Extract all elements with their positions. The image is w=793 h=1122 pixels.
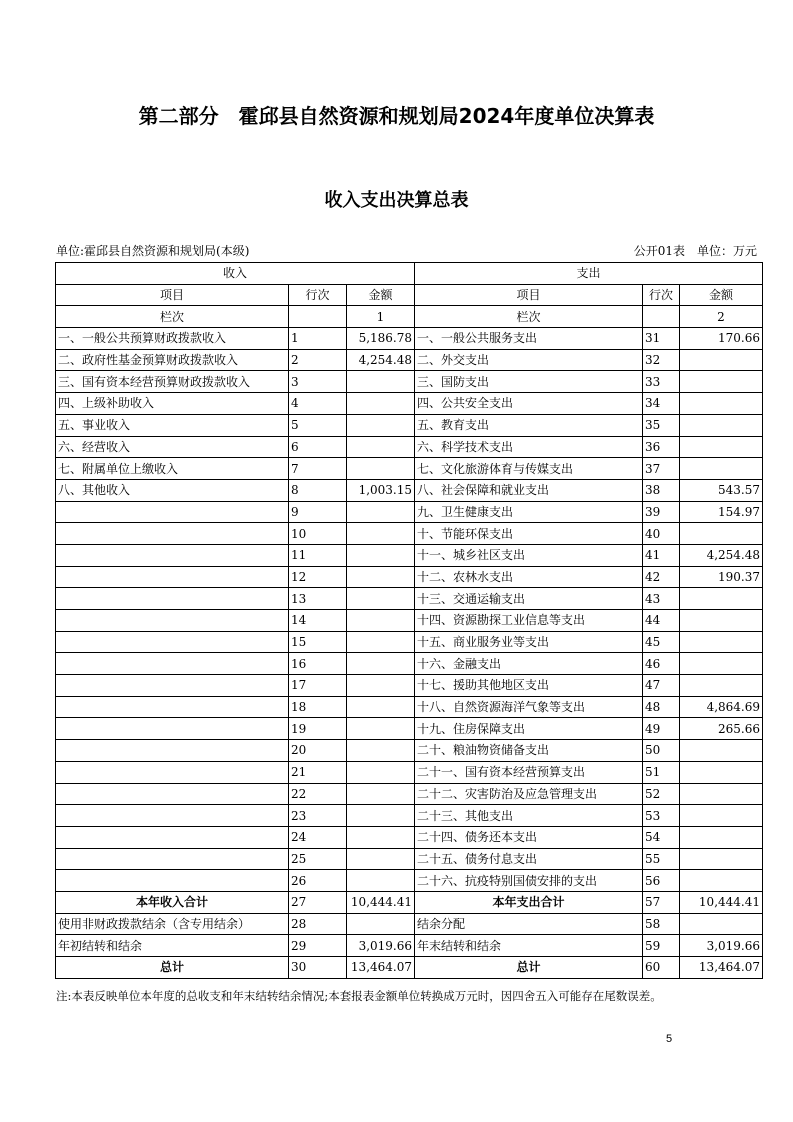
expense-col-number: 2: [680, 306, 763, 328]
expense-row-no: 44: [643, 610, 680, 632]
expense-row-no: 36: [643, 436, 680, 458]
unit-label: 单位:霍邱县自然资源和规划局(本级): [56, 244, 250, 258]
summary-income-item: 年初结转和结余: [56, 935, 289, 957]
page-number: 5: [666, 1033, 673, 1045]
income-row-no: 1: [289, 328, 347, 350]
summary-income-item: 总计: [56, 957, 289, 979]
income-item: [56, 544, 289, 566]
income-item: [56, 826, 289, 848]
expense-item: 三、国防支出: [415, 371, 643, 393]
expense-row-no: 32: [643, 349, 680, 371]
table-row: [56, 675, 763, 697]
expense-amount: 265.66: [680, 718, 763, 740]
expense-row-no: 56: [643, 870, 680, 892]
summary-income-amount: [347, 913, 415, 935]
expense-row-no: 39: [643, 501, 680, 523]
expense-row-no: 46: [643, 653, 680, 675]
income-amount: [347, 718, 415, 740]
table-row: [56, 805, 763, 827]
expense-amount: 170.66: [680, 328, 763, 350]
expense-row-no: 47: [643, 675, 680, 697]
header-row-section: [56, 263, 763, 285]
table-row: [56, 718, 763, 740]
income-row-no: 6: [289, 436, 347, 458]
table-row: [56, 761, 763, 783]
income-amount: [347, 870, 415, 892]
income-item: [56, 675, 289, 697]
income-row-no: 12: [289, 566, 347, 588]
table-row: [56, 653, 763, 675]
income-item: [56, 870, 289, 892]
income-row-no: 20: [289, 740, 347, 762]
expense-amount: [680, 610, 763, 632]
expense-row-no: 33: [643, 371, 680, 393]
income-amount: [347, 588, 415, 610]
table-row: [56, 371, 763, 393]
summary-expense-row-no: 60: [643, 957, 680, 979]
income-item-header: 项目: [56, 284, 289, 306]
expense-item: 十一、城乡社区支出: [415, 544, 643, 566]
income-item: [56, 653, 289, 675]
summary-expense-row-no: 58: [643, 913, 680, 935]
summary-income-item: 本年收入合计: [56, 891, 289, 913]
expense-amount: [680, 870, 763, 892]
expense-item: 十、节能环保支出: [415, 523, 643, 545]
expense-item: 二十四、债务还本支出: [415, 826, 643, 848]
expense-item: 五、教育支出: [415, 414, 643, 436]
income-item: [56, 805, 289, 827]
income-amount: [347, 675, 415, 697]
expense-amount: [680, 805, 763, 827]
table-row: [56, 870, 763, 892]
expense-amount: [680, 826, 763, 848]
expense-item: 十六、金融支出: [415, 653, 643, 675]
expense-header: 支出: [415, 263, 763, 285]
income-amount: [347, 805, 415, 827]
income-col-number: 1: [347, 306, 415, 328]
summary-expense-amount: 13,464.07: [680, 957, 763, 979]
income-item: 七、附属单位上缴收入: [56, 458, 289, 480]
income-item: 三、国有资本经营预算财政拨款收入: [56, 371, 289, 393]
income-row-no: 25: [289, 848, 347, 870]
summary-expense-item: 年末结转和结余: [415, 935, 643, 957]
income-amount: [347, 740, 415, 762]
expense-item: 二十二、灾害防治及应急管理支出: [415, 783, 643, 805]
expense-amount: 4,864.69: [680, 696, 763, 718]
income-amount: [347, 436, 415, 458]
income-amount: [347, 458, 415, 480]
expense-item: 八、社会保障和就业支出: [415, 479, 643, 501]
expense-item: 九、卫生健康支出: [415, 501, 643, 523]
income-expense-table: [55, 262, 763, 979]
expense-amount: [680, 436, 763, 458]
income-amount: 5,186.78: [347, 328, 415, 350]
expense-item: 四、公共安全支出: [415, 393, 643, 415]
income-amount: [347, 631, 415, 653]
expense-amount: [680, 653, 763, 675]
summary-row: [56, 913, 763, 935]
expense-amount: [680, 740, 763, 762]
income-row-no: 10: [289, 523, 347, 545]
expense-item: 十九、住房保障支出: [415, 718, 643, 740]
income-row-no: 14: [289, 610, 347, 632]
expense-amount: [680, 761, 763, 783]
income-item: 四、上级补助收入: [56, 393, 289, 415]
expense-amount: 543.57: [680, 479, 763, 501]
income-row-no: 26: [289, 870, 347, 892]
income-item: [56, 696, 289, 718]
expense-amount: [680, 349, 763, 371]
income-header: 收入: [56, 263, 415, 285]
income-row-no: 17: [289, 675, 347, 697]
summary-expense-item: 结余分配: [415, 913, 643, 935]
expense-row-no: 55: [643, 848, 680, 870]
expense-row-no: 35: [643, 414, 680, 436]
expense-item: 十三、交通运输支出: [415, 588, 643, 610]
footnote: 注:本表反映单位本年度的总收支和年末结转结余情况;本套报表金额单位转换成万元时，因四舍五入可能存在尾数误差。: [56, 989, 662, 1003]
header-row-columns: [56, 284, 763, 306]
summary-income-row-no: 29: [289, 935, 347, 957]
expense-amount: [680, 675, 763, 697]
table-row: [56, 328, 763, 350]
summary-income-amount: 10,444.41: [347, 891, 415, 913]
expense-row-no: 31: [643, 328, 680, 350]
summary-row: [56, 935, 763, 957]
expense-amount: 190.37: [680, 566, 763, 588]
expense-item: 二十一、国有资本经营预算支出: [415, 761, 643, 783]
income-row-no: 3: [289, 371, 347, 393]
table-row: [56, 610, 763, 632]
expense-row-no: 50: [643, 740, 680, 762]
income-row-no: 22: [289, 783, 347, 805]
income-row-no: 9: [289, 501, 347, 523]
income-amount: [347, 544, 415, 566]
expense-rowno-header: 行次: [643, 284, 680, 306]
income-row-no: 18: [289, 696, 347, 718]
summary-expense-item: 总计: [415, 957, 643, 979]
table-row: [56, 414, 763, 436]
income-item: 六、经营收入: [56, 436, 289, 458]
table-row: [56, 696, 763, 718]
income-row-no: 13: [289, 588, 347, 610]
income-row-no: 5: [289, 414, 347, 436]
income-amount: [347, 393, 415, 415]
expense-item: 二、外交支出: [415, 349, 643, 371]
income-item: [56, 631, 289, 653]
header-row-colno: [56, 306, 763, 328]
income-amount: 4,254.48: [347, 349, 415, 371]
summary-income-row-no: 27: [289, 891, 347, 913]
table-row: [56, 566, 763, 588]
summary-income-item: 使用非财政拨款结余（含专用结余）: [56, 913, 289, 935]
expense-row-no: 38: [643, 479, 680, 501]
table-row: [56, 479, 763, 501]
expense-item: 十七、援助其他地区支出: [415, 675, 643, 697]
expense-amount: [680, 371, 763, 393]
income-col-label: 栏次: [56, 306, 289, 328]
summary-income-amount: 3,019.66: [347, 935, 415, 957]
expense-amount: [680, 588, 763, 610]
expense-col-label: 栏次: [415, 306, 643, 328]
expense-amount: [680, 458, 763, 480]
summary-row: [56, 957, 763, 979]
income-item: 二、政府性基金预算财政拨款收入: [56, 349, 289, 371]
expense-row-no: 48: [643, 696, 680, 718]
expense-item-header: 项目: [415, 284, 643, 306]
expense-item: 二十三、其他支出: [415, 805, 643, 827]
expense-amount: 4,254.48: [680, 544, 763, 566]
income-item: 八、其他收入: [56, 479, 289, 501]
summary-expense-amount: 10,444.41: [680, 891, 763, 913]
expense-amount: [680, 523, 763, 545]
expense-amount-header: 金额: [680, 284, 763, 306]
expense-row-no: 51: [643, 761, 680, 783]
table-row: [56, 349, 763, 371]
expense-row-no: 41: [643, 544, 680, 566]
expense-item: 二十六、抗疫特别国债安排的支出: [415, 870, 643, 892]
income-item: 一、一般公共预算财政拨款收入: [56, 328, 289, 350]
expense-row-no: 37: [643, 458, 680, 480]
income-item: [56, 501, 289, 523]
form-label: 公开01表 单位：万元: [633, 244, 757, 258]
expense-row-no: 43: [643, 588, 680, 610]
income-row-no: 2: [289, 349, 347, 371]
expense-item: 二十、粮油物资储备支出: [415, 740, 643, 762]
income-amount: [347, 501, 415, 523]
income-amount: [347, 523, 415, 545]
expense-row-no: 49: [643, 718, 680, 740]
table-row: [56, 588, 763, 610]
income-amount: [347, 414, 415, 436]
expense-row-no: 45: [643, 631, 680, 653]
income-amount: [347, 653, 415, 675]
income-item: 五、事业收入: [56, 414, 289, 436]
summary-row: [56, 891, 763, 913]
table-row: [56, 436, 763, 458]
table-title: 收入支出决算总表: [324, 190, 469, 211]
income-item: [56, 761, 289, 783]
summary-expense-amount: 3,019.66: [680, 935, 763, 957]
summary-expense-row-no: 57: [643, 891, 680, 913]
expense-col-blank: [643, 306, 680, 328]
summary-income-row-no: 30: [289, 957, 347, 979]
income-row-no: 23: [289, 805, 347, 827]
table-row: [56, 501, 763, 523]
expense-item: 七、文化旅游体育与传媒支出: [415, 458, 643, 480]
expense-amount: [680, 414, 763, 436]
income-amount-header: 金额: [347, 284, 415, 306]
expense-row-no: 34: [643, 393, 680, 415]
income-row-no: 16: [289, 653, 347, 675]
income-row-no: 19: [289, 718, 347, 740]
income-amount: 1,003.15: [347, 479, 415, 501]
part-title: 第二部分 霍邱县自然资源和规划局2024年度单位决算表: [138, 104, 655, 128]
income-amount: [347, 783, 415, 805]
income-col-blank: [289, 306, 347, 328]
summary-expense-item: 本年支出合计: [415, 891, 643, 913]
income-row-no: 11: [289, 544, 347, 566]
income-row-no: 21: [289, 761, 347, 783]
expense-amount: [680, 783, 763, 805]
income-amount: [347, 761, 415, 783]
income-amount: [347, 610, 415, 632]
income-amount: [347, 566, 415, 588]
income-amount: [347, 826, 415, 848]
income-row-no: 7: [289, 458, 347, 480]
expense-item: 十二、农林水支出: [415, 566, 643, 588]
income-row-no: 15: [289, 631, 347, 653]
expense-amount: [680, 393, 763, 415]
income-amount: [347, 371, 415, 393]
table-row: [56, 458, 763, 480]
income-row-no: 4: [289, 393, 347, 415]
expense-item: 一、一般公共服务支出: [415, 328, 643, 350]
expense-item: 六、科学技术支出: [415, 436, 643, 458]
table-row: [56, 544, 763, 566]
income-amount: [347, 696, 415, 718]
income-amount: [347, 848, 415, 870]
income-item: [56, 610, 289, 632]
table-row: [56, 783, 763, 805]
table-row: [56, 848, 763, 870]
table-row: [56, 631, 763, 653]
income-item: [56, 588, 289, 610]
expense-item: 十五、商业服务业等支出: [415, 631, 643, 653]
expense-row-no: 52: [643, 783, 680, 805]
table-row: [56, 826, 763, 848]
expense-row-no: 40: [643, 523, 680, 545]
income-rowno-header: 行次: [289, 284, 347, 306]
income-item: [56, 783, 289, 805]
table-row: [56, 393, 763, 415]
expense-row-no: 42: [643, 566, 680, 588]
income-item: [56, 740, 289, 762]
income-item: [56, 566, 289, 588]
income-item: [56, 523, 289, 545]
summary-expense-row-no: 59: [643, 935, 680, 957]
summary-income-row-no: 28: [289, 913, 347, 935]
income-row-no: 24: [289, 826, 347, 848]
expense-row-no: 54: [643, 826, 680, 848]
table-row: [56, 740, 763, 762]
income-item: [56, 718, 289, 740]
expense-item: 十八、自然资源海洋气象等支出: [415, 696, 643, 718]
expense-item: 十四、资源勘探工业信息等支出: [415, 610, 643, 632]
summary-income-amount: 13,464.07: [347, 957, 415, 979]
expense-row-no: 53: [643, 805, 680, 827]
expense-item: 二十五、债务付息支出: [415, 848, 643, 870]
expense-amount: [680, 631, 763, 653]
expense-amount: [680, 848, 763, 870]
income-row-no: 8: [289, 479, 347, 501]
table-row: [56, 523, 763, 545]
income-item: [56, 848, 289, 870]
summary-expense-amount: [680, 913, 763, 935]
expense-amount: 154.97: [680, 501, 763, 523]
